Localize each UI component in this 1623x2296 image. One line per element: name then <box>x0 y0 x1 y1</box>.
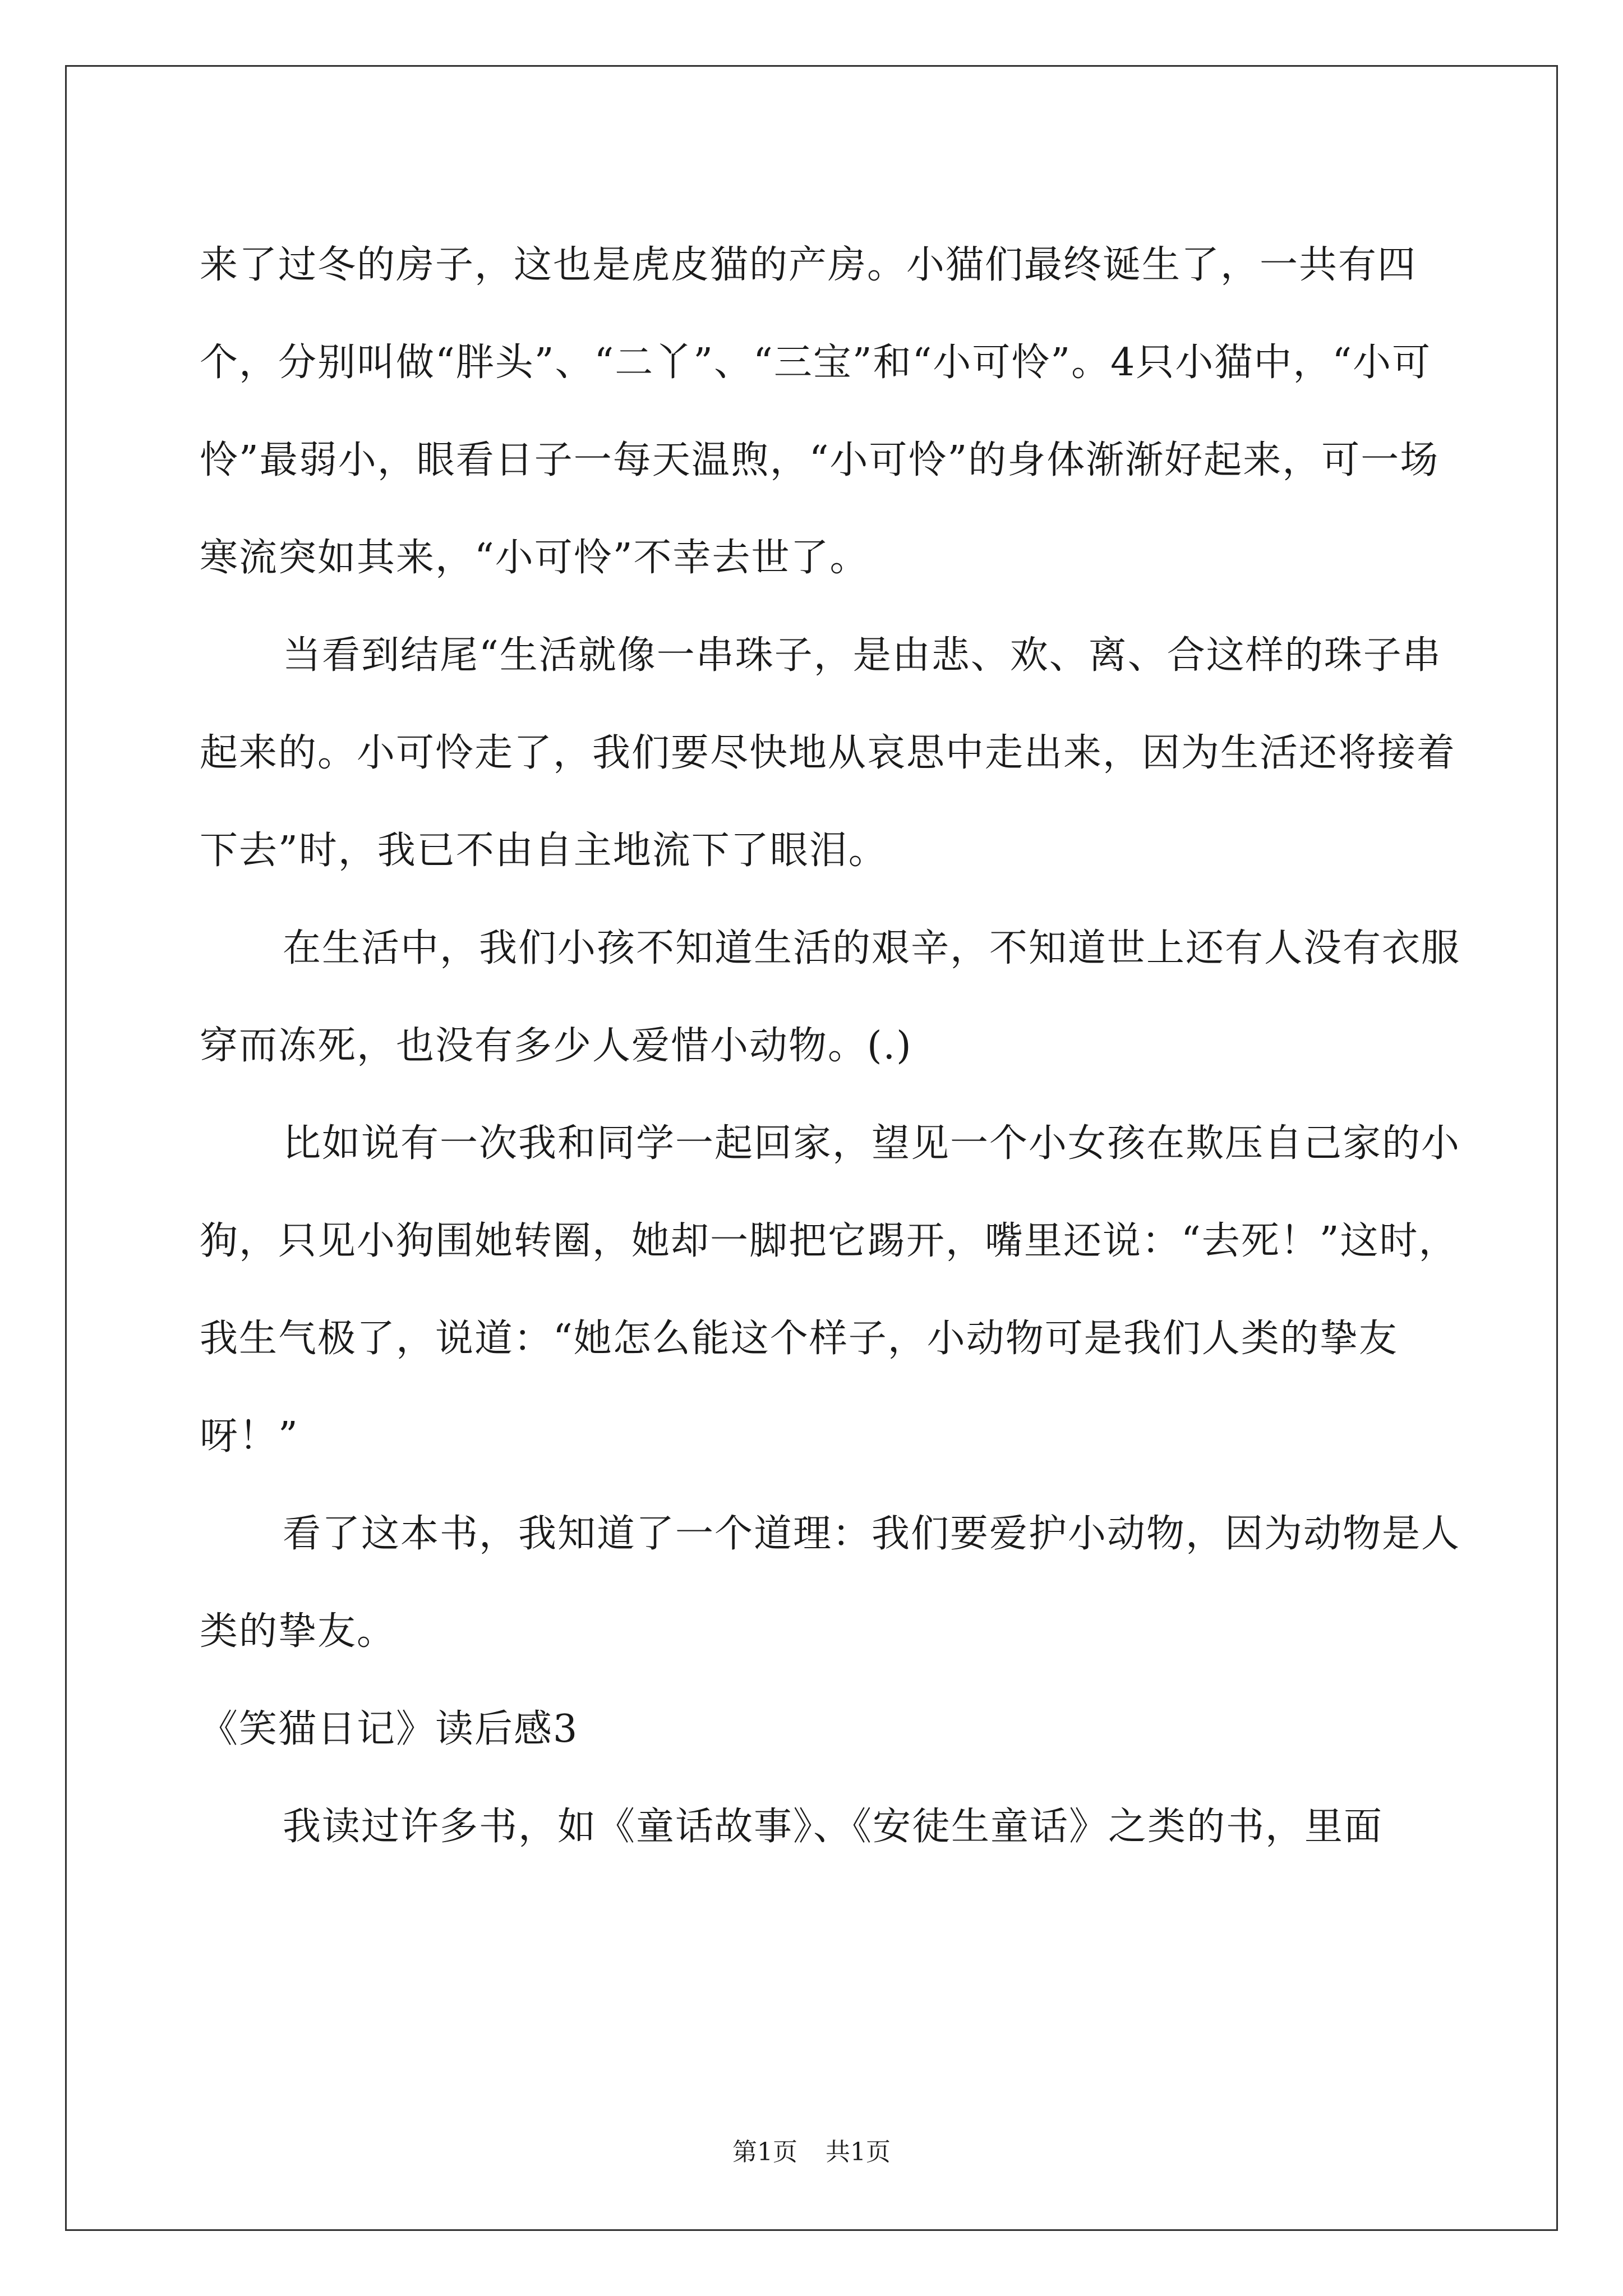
page-footer <box>0 2132 1623 2168</box>
paragraph-3: 在生活中，我们小孩不知道生活的艰辛，不知道世上还有人没有衣服穿而冻死，也没有多少人爱惜小动物。(.) <box>200 926 1461 1068</box>
paragraph-4: 比如说有一次我和同学一起回家，望见一个小女孩在欺压自己家的小狗，只见小狗围她转圈，她却一脚把它踢开，嘴里还说：“去死！”这时，我生气极了，说道：“她怎么能这个样子，小动物可是我们人类的挚友呀！” <box>200 1121 1461 1458</box>
page-total: 共1页 <box>826 2138 891 2166</box>
paragraph-5: 看了这本书，我知道了一个道理：我们要爱护小动物，因为动物是人类的挚友。 <box>200 1512 1461 1654</box>
section-heading: 《笑猫日记》读后感3 <box>200 1707 579 1751</box>
paragraph-2: 当看到结尾“生活就像一串珠子，是由悲、欢、离、合这样的珠子串起来的。小可怜走了，我们要尽快地从哀思中走出来，因为生活还将接着下去”时，我已不由自主地流下了眼泪。 <box>200 633 1456 873</box>
page-number: 第1页 <box>732 2138 797 2166</box>
paragraph-1: 来了过冬的房子，这也是虎皮猫的产房。小猫们最终诞生了，一共有四个，分别叫做“胖头”、“二丫”、“三宝”和“小可怜”。4只小猫中，“小可怜”最弱小，眼看日子一每天温煦，“小可怜”的身体渐渐好起来，可一场寒流突如其来，“小可怜”不幸去世了。 <box>200 243 1440 580</box>
document-body <box>200 217 1467 1876</box>
paragraph-6: 我读过许多书，如《童话故事》、《安徒生童话》之类的书，里面 <box>283 1805 1384 1849</box>
